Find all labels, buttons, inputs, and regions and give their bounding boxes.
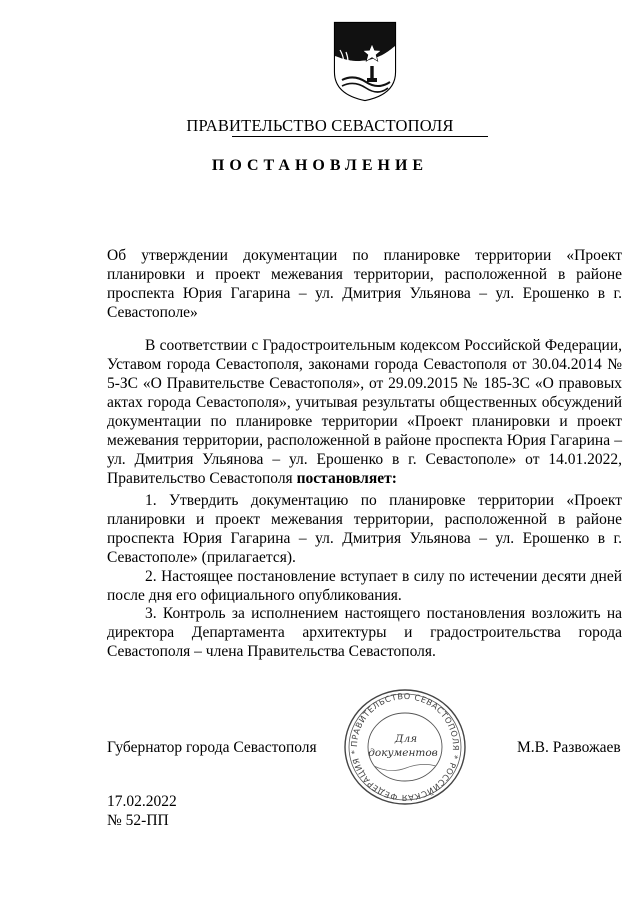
government-title: ПРАВИТЕЛЬСТВО СЕВАСТОПОЛЯ [186, 116, 454, 135]
seal-ring-text: ПРАВИТЕЛЬСТВО СЕВАСТОПОЛЯ * РОССИЙСКАЯ ФЕДЕРАЦИЯ * [348, 690, 462, 804]
resolution-item-2: 2. Настоящее постановление вступает в силу по истечении десяти дней после дня его официального опубликования. [107, 568, 622, 604]
signatory-name: М.В. Развожаев [517, 739, 621, 756]
coat-of-arms-emblem [332, 20, 398, 102]
preamble-paragraph [107, 336, 622, 488]
document-subject: Об утверждении документации по планировке территории «Проект планировки и проект межевания территории, расположенной в районе проспекта Юрия Гагарина – ул. Дмитрия Ульянова – ул. Ерошенко в г. Севастополе» [107, 247, 622, 321]
document-date: 17.02.2022 [107, 793, 177, 810]
official-seal-stamp [340, 686, 470, 808]
resolution-item-3: 3. Контроль за исполнением настоящего постановления возложить на директора Департамента архитектуры и градостроительства города Севастополя – члена Правительства Севастополя. [107, 605, 622, 660]
document-type: ПОСТАНОВЛЕНИЕ [211, 157, 429, 174]
signatory-position: Губернатор города Севастополя [107, 739, 317, 756]
resolution-item-1: 1. Утвердить документацию по планировке территории «Проект планировки и проект межевания территории, расположенной в районе проспекта Юрия Гагарина – ул. Дмитрия Ульянова – ул. Ерошенко в г. Севастополе» (прилагается). [107, 492, 622, 566]
seal-center-line-1: Для [394, 733, 418, 745]
header-rule [232, 136, 488, 137]
document-number: № 52-ПП [107, 812, 169, 829]
seal-center-line-2: документов [368, 747, 438, 759]
resolves-word: постановляет: [296, 470, 397, 487]
preamble-text: В соответствии с Градостроительным кодексом Российской Федерации, Уставом города Севастополя, законами города Севастополя от 30.04.2014 № 5-ЗС «О Правительстве Севастополя», от 29.09.2015 № 185-ЗС «О правовых актах города Севастополя», учитывая результаты общественных обсуждений документации по планировке территории «Проект планировки и проект межевания территории, расположенной в районе проспекта Юрия Гагарина – ул. Дмитрия Ульянова – ул. Ерошенко в г. Севастополе» от 14.01.2022, Правительство Севастополя [107, 337, 622, 487]
